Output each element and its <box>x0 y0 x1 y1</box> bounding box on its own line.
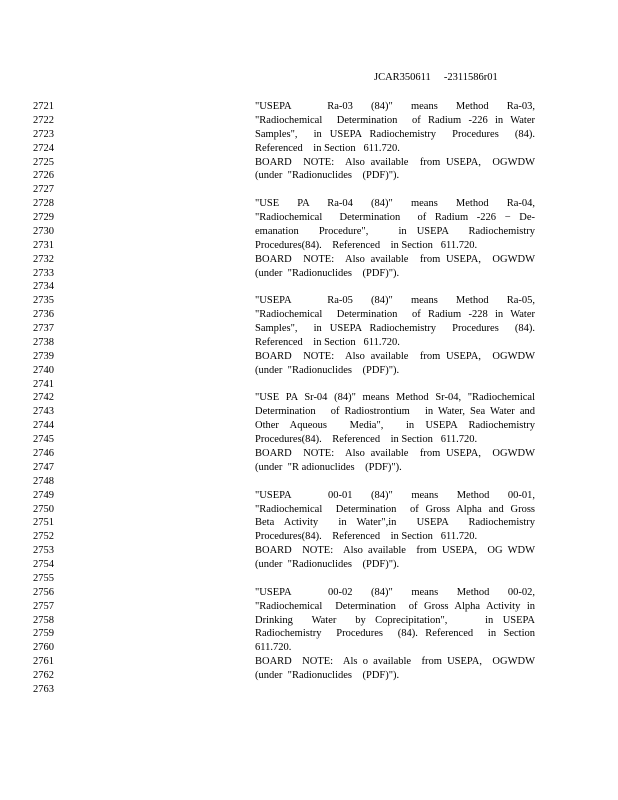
document-line <box>0 239 618 253</box>
document-line <box>0 183 618 197</box>
line-text: "USEPA Ra-05 (84)" means Method Ra-05, <box>255 295 535 307</box>
line-number: 2760 <box>33 642 54 654</box>
line-number: 2751 <box>33 517 54 529</box>
line-number: 2733 <box>33 267 54 279</box>
line-number: 2723 <box>33 128 54 140</box>
line-text: "Radiochemical Determination of Gross Alpha Activity in <box>255 600 535 612</box>
line-number: 2736 <box>33 309 54 321</box>
line-number: 2730 <box>33 225 54 237</box>
document-line <box>0 600 618 614</box>
line-number: 2739 <box>33 350 54 362</box>
document-line <box>0 336 618 350</box>
document-line <box>0 544 618 558</box>
line-number: 2758 <box>33 614 54 626</box>
document-line <box>0 641 618 655</box>
line-number: 2746 <box>33 448 54 459</box>
document-line <box>0 475 618 489</box>
document-line <box>0 655 618 669</box>
line-number: 2729 <box>33 212 54 224</box>
document-line <box>0 433 618 447</box>
document-line <box>0 280 618 294</box>
document-line <box>0 378 618 392</box>
line-number: 2752 <box>33 531 54 543</box>
line-number: 2737 <box>33 323 54 335</box>
line-number: 2754 <box>33 559 54 571</box>
line-text: Procedures(84). Referenced in Section 611.720. <box>255 531 478 543</box>
line-text: Procedures(84). Referenced in Section 611.720. <box>255 434 478 446</box>
document-line <box>0 586 618 600</box>
document-line <box>0 128 618 142</box>
document-line <box>0 225 618 239</box>
line-text: "Radiochemical Determination of Radium -226 in Water <box>255 114 535 126</box>
line-text: (under "Radionuclides (PDF)"). <box>255 267 400 279</box>
line-number: 2731 <box>33 239 54 251</box>
line-number: 2759 <box>33 628 54 640</box>
document-line <box>0 558 618 572</box>
line-number: 2732 <box>33 253 54 265</box>
line-text: BOARD NOTE: Als o available from USEPA, OGWDW <box>255 656 535 668</box>
line-number: 2750 <box>33 503 54 515</box>
line-number: 2743 <box>33 406 54 418</box>
document-line <box>0 391 618 405</box>
line-text: (under "R adionuclides (PDF)"). <box>255 461 402 473</box>
line-number: 2744 <box>33 420 54 432</box>
document-line <box>0 100 618 114</box>
line-text: Radiochemistry Procedures (84). Referenced in Section <box>255 628 535 640</box>
line-number: 2742 <box>33 392 54 404</box>
document-line <box>0 503 618 517</box>
document-line <box>0 350 618 364</box>
line-text: Procedures(84). Referenced in Section 611.720. <box>255 239 478 251</box>
document-line <box>0 489 618 503</box>
line-number: 2756 <box>33 586 54 598</box>
document-line <box>0 683 618 697</box>
document-line <box>0 447 618 461</box>
line-text: "Radiochemical Determination of Radium -228 in Water <box>255 309 535 321</box>
line-text: BOARD NOTE: Also available from USEPA, OGWDW <box>255 156 535 168</box>
line-number: 2748 <box>33 475 54 487</box>
line-text: Referenced in Section 611.720. <box>255 336 400 348</box>
line-number: 2721 <box>33 101 54 112</box>
line-text: (under "Radionuclides (PDF)"). <box>255 559 400 571</box>
line-text: emanation Procedure", in USEPA Radiochemistry <box>255 225 535 237</box>
line-number: 2753 <box>33 545 54 557</box>
line-number: 2755 <box>33 572 54 584</box>
line-text: BOARD NOTE: Also available from USEPA, OGWDW <box>255 350 535 362</box>
line-text: Samples", in USEPA Radiochemistry Procedures (84). <box>255 128 535 140</box>
document-line <box>0 211 618 225</box>
document-line <box>0 614 618 628</box>
document-line <box>0 156 618 170</box>
line-text: (under "Radionuclides (PDF)"). <box>255 670 400 682</box>
document-header-id: JCAR350611 -2311586r01 <box>374 72 498 83</box>
line-text: Samples", in USEPA Radiochemistry Procedures (84). <box>255 323 535 335</box>
line-number: 2747 <box>33 461 54 473</box>
line-text: Determination of Radiostrontium in Water, Sea Water and <box>255 406 535 418</box>
line-text: "USE PA Ra-04 (84)" means Method Ra-04, <box>255 198 535 210</box>
line-text: "USEPA 00-02 (84)" means Method 00-02, <box>255 586 535 598</box>
line-text: 611.720. <box>255 642 292 654</box>
line-number: 2724 <box>33 142 54 154</box>
line-text: Referenced in Section 611.720. <box>255 142 400 154</box>
line-text: Beta Activity in Water",in USEPA Radiochemistry <box>255 517 535 529</box>
line-number: 2740 <box>33 364 54 376</box>
document-line <box>0 197 618 211</box>
line-number: 2734 <box>33 281 54 293</box>
line-number: 2726 <box>33 170 54 182</box>
document-line <box>0 322 618 336</box>
line-number: 2763 <box>33 683 54 695</box>
line-number: 2749 <box>33 489 54 501</box>
line-text: "USEPA Ra-03 (84)" means Method Ra-03, <box>255 101 535 112</box>
line-text: Other Aqueous Media", in USEPA Radiochemistry <box>255 420 535 432</box>
line-text: (under "Radionuclides (PDF)"). <box>255 170 400 182</box>
document-line <box>0 169 618 183</box>
document-line <box>0 669 618 683</box>
document-line <box>0 516 618 530</box>
document-line <box>0 253 618 267</box>
line-text: BOARD NOTE: Also available from USEPA, OG WDW <box>255 545 535 557</box>
line-number: 2761 <box>33 656 54 668</box>
line-text: Drinking Water by Coprecipitation", in USEPA <box>255 614 535 626</box>
line-text: (under "Radionuclides (PDF)"). <box>255 364 400 376</box>
line-text: "USE PA Sr-04 (84)" means Method Sr-04, "Radiochemical <box>255 392 535 404</box>
document-line <box>0 530 618 544</box>
line-number: 2727 <box>33 184 54 196</box>
line-number: 2762 <box>33 670 54 682</box>
line-text: "Radiochemical Determination of Gross Alpha and Gross <box>255 503 535 515</box>
document-line <box>0 572 618 586</box>
document-line <box>0 461 618 475</box>
line-text: "USEPA 00-01 (84)" means Method 00-01, <box>255 489 535 501</box>
document-line <box>0 267 618 281</box>
line-number: 2757 <box>33 600 54 612</box>
line-number: 2722 <box>33 114 54 126</box>
document-line <box>0 364 618 378</box>
line-text: BOARD NOTE: Also available from USEPA, OGWDW <box>255 448 535 459</box>
document-line <box>0 627 618 641</box>
line-number: 2735 <box>33 295 54 307</box>
document-line <box>0 114 618 128</box>
line-number: 2745 <box>33 434 54 446</box>
line-number: 2741 <box>33 378 54 390</box>
document-line <box>0 419 618 433</box>
line-number: 2728 <box>33 198 54 210</box>
document-line <box>0 142 618 156</box>
line-text: BOARD NOTE: Also available from USEPA, OGWDW <box>255 253 535 265</box>
document-line <box>0 308 618 322</box>
line-text: "Radiochemical Determination of Radium -226 − De- <box>255 212 535 224</box>
document-line <box>0 405 618 419</box>
line-number: 2738 <box>33 336 54 348</box>
document-line <box>0 294 618 308</box>
line-number: 2725 <box>33 156 54 168</box>
